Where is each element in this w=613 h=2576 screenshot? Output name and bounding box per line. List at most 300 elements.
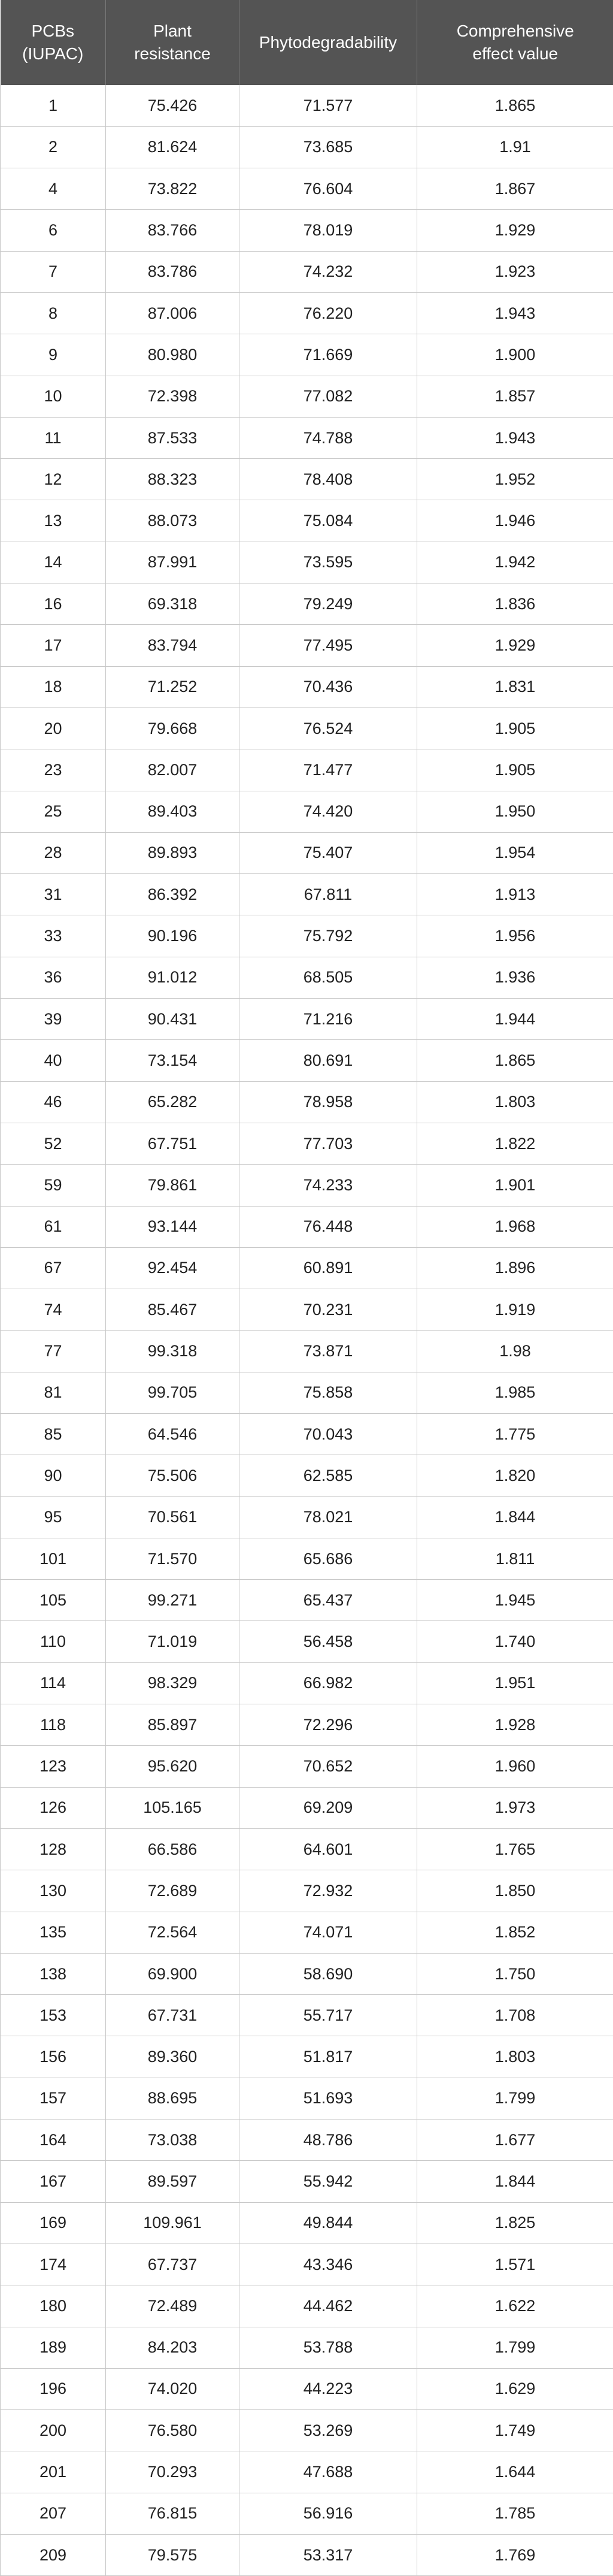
cell-phytodegradability: 75.858 bbox=[239, 1372, 417, 1413]
cell-comprehensive-effect-value: 1.929 bbox=[417, 625, 613, 666]
cell-phytodegradability: 78.019 bbox=[239, 210, 417, 251]
cell-comprehensive-effect-value: 1.850 bbox=[417, 1870, 613, 1912]
cell-phytodegradability: 78.958 bbox=[239, 1081, 417, 1123]
cell-plant-resistance: 83.766 bbox=[106, 210, 239, 251]
cell-plant-resistance: 99.318 bbox=[106, 1331, 239, 1372]
cell-comprehensive-effect-value: 1.905 bbox=[417, 708, 613, 749]
cell-phytodegradability: 44.462 bbox=[239, 2285, 417, 2327]
cell-phytodegradability: 80.691 bbox=[239, 1040, 417, 1081]
cell-plant-resistance: 87.533 bbox=[106, 417, 239, 458]
cell-plant-resistance: 74.020 bbox=[106, 2368, 239, 2409]
cell-plant-resistance: 67.731 bbox=[106, 1995, 239, 2036]
table-row bbox=[1, 1289, 613, 1331]
table-row bbox=[1, 1662, 613, 1704]
table-row bbox=[1, 625, 613, 666]
cell-plant-resistance: 88.073 bbox=[106, 500, 239, 542]
cell-comprehensive-effect-value: 1.929 bbox=[417, 210, 613, 251]
cell-pcb-id: 6 bbox=[1, 210, 106, 251]
cell-plant-resistance: 69.900 bbox=[106, 1953, 239, 1994]
cell-comprehensive-effect-value: 1.867 bbox=[417, 168, 613, 210]
cell-pcb-id: 52 bbox=[1, 1123, 106, 1164]
cell-phytodegradability: 44.223 bbox=[239, 2368, 417, 2409]
cell-pcb-id: 90 bbox=[1, 1455, 106, 1496]
cell-comprehensive-effect-value: 1.820 bbox=[417, 1455, 613, 1496]
cell-plant-resistance: 79.575 bbox=[106, 2535, 239, 2576]
cell-plant-resistance: 72.689 bbox=[106, 1870, 239, 1912]
cell-comprehensive-effect-value: 1.960 bbox=[417, 1746, 613, 1787]
cell-phytodegradability: 76.220 bbox=[239, 292, 417, 334]
cell-pcb-id: 23 bbox=[1, 749, 106, 791]
cell-comprehensive-effect-value: 1.950 bbox=[417, 791, 613, 832]
cell-comprehensive-effect-value: 1.799 bbox=[417, 2078, 613, 2119]
header-row bbox=[1, 0, 613, 85]
cell-plant-resistance: 76.580 bbox=[106, 2410, 239, 2451]
cell-comprehensive-effect-value: 1.852 bbox=[417, 1912, 613, 1953]
cell-phytodegradability: 48.786 bbox=[239, 2120, 417, 2161]
cell-phytodegradability: 64.601 bbox=[239, 1828, 417, 1870]
cell-plant-resistance: 72.489 bbox=[106, 2285, 239, 2327]
cell-phytodegradability: 56.458 bbox=[239, 1621, 417, 1662]
cell-pcb-id: 16 bbox=[1, 583, 106, 625]
cell-phytodegradability: 70.436 bbox=[239, 666, 417, 708]
cell-pcb-id: 14 bbox=[1, 542, 106, 583]
cell-plant-resistance: 76.815 bbox=[106, 2493, 239, 2534]
cell-comprehensive-effect-value: 1.811 bbox=[417, 1538, 613, 1579]
table-row bbox=[1, 1953, 613, 1994]
cell-comprehensive-effect-value: 1.825 bbox=[417, 2202, 613, 2244]
cell-plant-resistance: 65.282 bbox=[106, 1081, 239, 1123]
table-row bbox=[1, 459, 613, 500]
cell-pcb-id: 40 bbox=[1, 1040, 106, 1081]
table-row bbox=[1, 1247, 613, 1289]
cell-comprehensive-effect-value: 1.968 bbox=[417, 1206, 613, 1247]
cell-phytodegradability: 73.685 bbox=[239, 126, 417, 168]
cell-plant-resistance: 66.586 bbox=[106, 1828, 239, 1870]
cell-plant-resistance: 73.038 bbox=[106, 2120, 239, 2161]
cell-plant-resistance: 64.546 bbox=[106, 1414, 239, 1455]
table-row bbox=[1, 2451, 613, 2493]
cell-phytodegradability: 75.407 bbox=[239, 832, 417, 873]
cell-plant-resistance: 67.751 bbox=[106, 1123, 239, 1164]
cell-comprehensive-effect-value: 1.822 bbox=[417, 1123, 613, 1164]
cell-phytodegradability: 55.717 bbox=[239, 1995, 417, 2036]
cell-comprehensive-effect-value: 1.98 bbox=[417, 1331, 613, 1372]
cell-plant-resistance: 70.561 bbox=[106, 1496, 239, 1538]
table-row bbox=[1, 1746, 613, 1787]
cell-pcb-id: 169 bbox=[1, 2202, 106, 2244]
table-row bbox=[1, 1580, 613, 1621]
cell-comprehensive-effect-value: 1.785 bbox=[417, 2493, 613, 2534]
cell-plant-resistance: 99.271 bbox=[106, 1580, 239, 1621]
cell-comprehensive-effect-value: 1.954 bbox=[417, 832, 613, 873]
cell-pcb-id: 39 bbox=[1, 999, 106, 1040]
table-row bbox=[1, 417, 613, 458]
cell-plant-resistance: 73.822 bbox=[106, 168, 239, 210]
cell-pcb-id: 200 bbox=[1, 2410, 106, 2451]
cell-phytodegradability: 53.269 bbox=[239, 2410, 417, 2451]
cell-comprehensive-effect-value: 1.629 bbox=[417, 2368, 613, 2409]
cell-phytodegradability: 65.686 bbox=[239, 1538, 417, 1579]
table-row bbox=[1, 1081, 613, 1123]
cell-pcb-id: 46 bbox=[1, 1081, 106, 1123]
cell-plant-resistance: 80.980 bbox=[106, 334, 239, 376]
cell-comprehensive-effect-value: 1.943 bbox=[417, 417, 613, 458]
cell-pcb-id: 7 bbox=[1, 251, 106, 292]
cell-comprehensive-effect-value: 1.571 bbox=[417, 2244, 613, 2285]
cell-plant-resistance: 79.668 bbox=[106, 708, 239, 749]
cell-plant-resistance: 86.392 bbox=[106, 874, 239, 915]
table-row bbox=[1, 2493, 613, 2534]
cell-pcb-id: 61 bbox=[1, 1206, 106, 1247]
table-row bbox=[1, 2410, 613, 2451]
cell-phytodegradability: 51.817 bbox=[239, 2036, 417, 2078]
table-row bbox=[1, 957, 613, 998]
cell-phytodegradability: 67.811 bbox=[239, 874, 417, 915]
cell-pcb-id: 67 bbox=[1, 1247, 106, 1289]
cell-plant-resistance: 85.897 bbox=[106, 1704, 239, 1746]
table-row bbox=[1, 1372, 613, 1413]
table-header bbox=[1, 0, 613, 85]
cell-plant-resistance: 91.012 bbox=[106, 957, 239, 998]
header-phytodegradability: Phytodegradability bbox=[239, 0, 417, 85]
table-row bbox=[1, 168, 613, 210]
cell-pcb-id: 18 bbox=[1, 666, 106, 708]
cell-comprehensive-effect-value: 1.923 bbox=[417, 251, 613, 292]
cell-phytodegradability: 76.448 bbox=[239, 1206, 417, 1247]
cell-comprehensive-effect-value: 1.677 bbox=[417, 2120, 613, 2161]
cell-plant-resistance: 92.454 bbox=[106, 1247, 239, 1289]
cell-pcb-id: 1 bbox=[1, 85, 106, 126]
cell-phytodegradability: 70.043 bbox=[239, 1414, 417, 1455]
table-row bbox=[1, 1621, 613, 1662]
cell-pcb-id: 74 bbox=[1, 1289, 106, 1331]
cell-phytodegradability: 70.652 bbox=[239, 1746, 417, 1787]
cell-plant-resistance: 105.165 bbox=[106, 1787, 239, 1828]
table-row bbox=[1, 1040, 613, 1081]
cell-pcb-id: 20 bbox=[1, 708, 106, 749]
cell-phytodegradability: 60.891 bbox=[239, 1247, 417, 1289]
table-row bbox=[1, 1206, 613, 1247]
table-row bbox=[1, 85, 613, 126]
cell-plant-resistance: 83.786 bbox=[106, 251, 239, 292]
cell-comprehensive-effect-value: 1.936 bbox=[417, 957, 613, 998]
cell-pcb-id: 135 bbox=[1, 1912, 106, 1953]
cell-phytodegradability: 69.209 bbox=[239, 1787, 417, 1828]
cell-phytodegradability: 77.082 bbox=[239, 376, 417, 417]
header-comprehensive-effect-value: Comprehensive effect value bbox=[417, 0, 613, 85]
cell-phytodegradability: 58.690 bbox=[239, 1953, 417, 1994]
cell-comprehensive-effect-value: 1.836 bbox=[417, 583, 613, 625]
cell-comprehensive-effect-value: 1.952 bbox=[417, 459, 613, 500]
cell-phytodegradability: 53.317 bbox=[239, 2535, 417, 2576]
cell-pcb-id: 114 bbox=[1, 1662, 106, 1704]
cell-pcb-id: 81 bbox=[1, 1372, 106, 1413]
cell-phytodegradability: 74.788 bbox=[239, 417, 417, 458]
cell-phytodegradability: 79.249 bbox=[239, 583, 417, 625]
table-row bbox=[1, 2244, 613, 2285]
table-row bbox=[1, 1165, 613, 1206]
cell-plant-resistance: 89.403 bbox=[106, 791, 239, 832]
cell-pcb-id: 207 bbox=[1, 2493, 106, 2534]
cell-plant-resistance: 90.431 bbox=[106, 999, 239, 1040]
cell-pcb-id: 2 bbox=[1, 126, 106, 168]
table-row bbox=[1, 1704, 613, 1746]
cell-comprehensive-effect-value: 1.919 bbox=[417, 1289, 613, 1331]
table-row bbox=[1, 2327, 613, 2368]
cell-comprehensive-effect-value: 1.740 bbox=[417, 1621, 613, 1662]
cell-comprehensive-effect-value: 1.644 bbox=[417, 2451, 613, 2493]
cell-phytodegradability: 76.604 bbox=[239, 168, 417, 210]
cell-pcb-id: 33 bbox=[1, 915, 106, 957]
cell-phytodegradability: 72.932 bbox=[239, 1870, 417, 1912]
cell-plant-resistance: 83.794 bbox=[106, 625, 239, 666]
table-row bbox=[1, 251, 613, 292]
header-plant-resistance: Plant resistance bbox=[106, 0, 239, 85]
cell-pcb-id: 8 bbox=[1, 292, 106, 334]
cell-pcb-id: 9 bbox=[1, 334, 106, 376]
cell-pcb-id: 25 bbox=[1, 791, 106, 832]
cell-plant-resistance: 70.293 bbox=[106, 2451, 239, 2493]
cell-pcb-id: 128 bbox=[1, 1828, 106, 1870]
header-pcbs-iupac: PCBs (IUPAC) bbox=[1, 0, 106, 85]
cell-comprehensive-effect-value: 1.750 bbox=[417, 1953, 613, 1994]
cell-plant-resistance: 88.323 bbox=[106, 459, 239, 500]
cell-comprehensive-effect-value: 1.775 bbox=[417, 1414, 613, 1455]
cell-plant-resistance: 87.006 bbox=[106, 292, 239, 334]
cell-plant-resistance: 67.737 bbox=[106, 2244, 239, 2285]
cell-comprehensive-effect-value: 1.913 bbox=[417, 874, 613, 915]
cell-pcb-id: 77 bbox=[1, 1331, 106, 1372]
cell-plant-resistance: 71.252 bbox=[106, 666, 239, 708]
cell-comprehensive-effect-value: 1.943 bbox=[417, 292, 613, 334]
cell-phytodegradability: 62.585 bbox=[239, 1455, 417, 1496]
cell-plant-resistance: 109.961 bbox=[106, 2202, 239, 2244]
cell-phytodegradability: 49.844 bbox=[239, 2202, 417, 2244]
cell-pcb-id: 167 bbox=[1, 2161, 106, 2202]
cell-pcb-id: 31 bbox=[1, 874, 106, 915]
cell-pcb-id: 189 bbox=[1, 2327, 106, 2368]
cell-phytodegradability: 68.505 bbox=[239, 957, 417, 998]
cell-phytodegradability: 71.669 bbox=[239, 334, 417, 376]
cell-phytodegradability: 47.688 bbox=[239, 2451, 417, 2493]
cell-comprehensive-effect-value: 1.951 bbox=[417, 1662, 613, 1704]
table-row bbox=[1, 749, 613, 791]
cell-comprehensive-effect-value: 1.942 bbox=[417, 542, 613, 583]
cell-phytodegradability: 71.477 bbox=[239, 749, 417, 791]
cell-pcb-id: 36 bbox=[1, 957, 106, 998]
cell-pcb-id: 123 bbox=[1, 1746, 106, 1787]
cell-comprehensive-effect-value: 1.708 bbox=[417, 1995, 613, 2036]
cell-comprehensive-effect-value: 1.945 bbox=[417, 1580, 613, 1621]
cell-plant-resistance: 89.360 bbox=[106, 2036, 239, 2078]
table-row bbox=[1, 999, 613, 1040]
cell-plant-resistance: 89.893 bbox=[106, 832, 239, 873]
cell-plant-resistance: 75.506 bbox=[106, 1455, 239, 1496]
table-row bbox=[1, 542, 613, 583]
cell-comprehensive-effect-value: 1.831 bbox=[417, 666, 613, 708]
table-row bbox=[1, 1995, 613, 2036]
cell-plant-resistance: 88.695 bbox=[106, 2078, 239, 2119]
cell-pcb-id: 28 bbox=[1, 832, 106, 873]
table-row bbox=[1, 500, 613, 542]
table-row bbox=[1, 2368, 613, 2409]
table-row bbox=[1, 1331, 613, 1372]
cell-phytodegradability: 78.408 bbox=[239, 459, 417, 500]
cell-pcb-id: 157 bbox=[1, 2078, 106, 2119]
cell-plant-resistance: 93.144 bbox=[106, 1206, 239, 1247]
table-row bbox=[1, 126, 613, 168]
cell-plant-resistance: 99.705 bbox=[106, 1372, 239, 1413]
cell-phytodegradability: 71.577 bbox=[239, 85, 417, 126]
cell-plant-resistance: 89.597 bbox=[106, 2161, 239, 2202]
table-row bbox=[1, 2078, 613, 2119]
cell-phytodegradability: 43.346 bbox=[239, 2244, 417, 2285]
cell-phytodegradability: 74.232 bbox=[239, 251, 417, 292]
cell-comprehensive-effect-value: 1.799 bbox=[417, 2327, 613, 2368]
table-row bbox=[1, 2161, 613, 2202]
cell-pcb-id: 59 bbox=[1, 1165, 106, 1206]
cell-comprehensive-effect-value: 1.765 bbox=[417, 1828, 613, 1870]
cell-plant-resistance: 73.154 bbox=[106, 1040, 239, 1081]
cell-plant-resistance: 90.196 bbox=[106, 915, 239, 957]
cell-pcb-id: 138 bbox=[1, 1953, 106, 1994]
cell-pcb-id: 11 bbox=[1, 417, 106, 458]
cell-comprehensive-effect-value: 1.803 bbox=[417, 2036, 613, 2078]
table-row bbox=[1, 791, 613, 832]
cell-comprehensive-effect-value: 1.769 bbox=[417, 2535, 613, 2576]
cell-comprehensive-effect-value: 1.928 bbox=[417, 1704, 613, 1746]
table-row bbox=[1, 2535, 613, 2576]
table-row bbox=[1, 1787, 613, 1828]
cell-phytodegradability: 76.524 bbox=[239, 708, 417, 749]
table-row bbox=[1, 1496, 613, 1538]
table-row bbox=[1, 2036, 613, 2078]
cell-phytodegradability: 73.871 bbox=[239, 1331, 417, 1372]
cell-phytodegradability: 71.216 bbox=[239, 999, 417, 1040]
cell-phytodegradability: 53.788 bbox=[239, 2327, 417, 2368]
cell-comprehensive-effect-value: 1.844 bbox=[417, 2161, 613, 2202]
cell-phytodegradability: 77.703 bbox=[239, 1123, 417, 1164]
cell-comprehensive-effect-value: 1.901 bbox=[417, 1165, 613, 1206]
cell-comprehensive-effect-value: 1.946 bbox=[417, 500, 613, 542]
table-row bbox=[1, 708, 613, 749]
cell-pcb-id: 164 bbox=[1, 2120, 106, 2161]
cell-pcb-id: 12 bbox=[1, 459, 106, 500]
table-row bbox=[1, 832, 613, 873]
cell-plant-resistance: 95.620 bbox=[106, 1746, 239, 1787]
cell-pcb-id: 110 bbox=[1, 1621, 106, 1662]
table-row bbox=[1, 376, 613, 417]
table-row bbox=[1, 666, 613, 708]
cell-phytodegradability: 75.792 bbox=[239, 915, 417, 957]
cell-pcb-id: 105 bbox=[1, 1580, 106, 1621]
table-row bbox=[1, 2285, 613, 2327]
cell-pcb-id: 118 bbox=[1, 1704, 106, 1746]
cell-comprehensive-effect-value: 1.944 bbox=[417, 999, 613, 1040]
cell-plant-resistance: 72.564 bbox=[106, 1912, 239, 1953]
cell-pcb-id: 201 bbox=[1, 2451, 106, 2493]
cell-pcb-id: 180 bbox=[1, 2285, 106, 2327]
cell-plant-resistance: 69.318 bbox=[106, 583, 239, 625]
cell-pcb-id: 17 bbox=[1, 625, 106, 666]
table-row bbox=[1, 915, 613, 957]
cell-phytodegradability: 70.231 bbox=[239, 1289, 417, 1331]
cell-phytodegradability: 77.495 bbox=[239, 625, 417, 666]
cell-pcb-id: 130 bbox=[1, 1870, 106, 1912]
cell-plant-resistance: 75.426 bbox=[106, 85, 239, 126]
cell-phytodegradability: 74.233 bbox=[239, 1165, 417, 1206]
table-row bbox=[1, 1414, 613, 1455]
table-row bbox=[1, 292, 613, 334]
cell-comprehensive-effect-value: 1.803 bbox=[417, 1081, 613, 1123]
cell-plant-resistance: 71.570 bbox=[106, 1538, 239, 1579]
table-row bbox=[1, 1828, 613, 1870]
cell-pcb-id: 10 bbox=[1, 376, 106, 417]
cell-pcb-id: 85 bbox=[1, 1414, 106, 1455]
cell-phytodegradability: 51.693 bbox=[239, 2078, 417, 2119]
cell-pcb-id: 126 bbox=[1, 1787, 106, 1828]
cell-phytodegradability: 65.437 bbox=[239, 1580, 417, 1621]
cell-comprehensive-effect-value: 1.857 bbox=[417, 376, 613, 417]
cell-pcb-id: 95 bbox=[1, 1496, 106, 1538]
cell-plant-resistance: 85.467 bbox=[106, 1289, 239, 1331]
cell-comprehensive-effect-value: 1.844 bbox=[417, 1496, 613, 1538]
cell-pcb-id: 101 bbox=[1, 1538, 106, 1579]
cell-phytodegradability: 56.916 bbox=[239, 2493, 417, 2534]
cell-comprehensive-effect-value: 1.905 bbox=[417, 749, 613, 791]
cell-phytodegradability: 74.071 bbox=[239, 1912, 417, 1953]
table-row bbox=[1, 1870, 613, 1912]
cell-plant-resistance: 84.203 bbox=[106, 2327, 239, 2368]
cell-phytodegradability: 55.942 bbox=[239, 2161, 417, 2202]
cell-comprehensive-effect-value: 1.749 bbox=[417, 2410, 613, 2451]
table-row bbox=[1, 874, 613, 915]
cell-plant-resistance: 72.398 bbox=[106, 376, 239, 417]
table-row bbox=[1, 334, 613, 376]
cell-plant-resistance: 79.861 bbox=[106, 1165, 239, 1206]
cell-comprehensive-effect-value: 1.865 bbox=[417, 85, 613, 126]
table-row bbox=[1, 1455, 613, 1496]
table-row bbox=[1, 210, 613, 251]
cell-pcb-id: 13 bbox=[1, 500, 106, 542]
cell-pcb-id: 196 bbox=[1, 2368, 106, 2409]
cell-comprehensive-effect-value: 1.865 bbox=[417, 1040, 613, 1081]
cell-comprehensive-effect-value: 1.896 bbox=[417, 1247, 613, 1289]
cell-pcb-id: 174 bbox=[1, 2244, 106, 2285]
cell-pcb-id: 209 bbox=[1, 2535, 106, 2576]
table-row bbox=[1, 1123, 613, 1164]
cell-plant-resistance: 82.007 bbox=[106, 749, 239, 791]
cell-plant-resistance: 71.019 bbox=[106, 1621, 239, 1662]
cell-phytodegradability: 72.296 bbox=[239, 1704, 417, 1746]
table-row bbox=[1, 1912, 613, 1953]
table-body bbox=[1, 85, 613, 2576]
cell-phytodegradability: 74.420 bbox=[239, 791, 417, 832]
cell-phytodegradability: 66.982 bbox=[239, 1662, 417, 1704]
table-row bbox=[1, 2120, 613, 2161]
cell-pcb-id: 4 bbox=[1, 168, 106, 210]
cell-comprehensive-effect-value: 1.622 bbox=[417, 2285, 613, 2327]
cell-comprehensive-effect-value: 1.900 bbox=[417, 334, 613, 376]
cell-phytodegradability: 78.021 bbox=[239, 1496, 417, 1538]
cell-comprehensive-effect-value: 1.973 bbox=[417, 1787, 613, 1828]
cell-phytodegradability: 73.595 bbox=[239, 542, 417, 583]
cell-phytodegradability: 75.084 bbox=[239, 500, 417, 542]
cell-plant-resistance: 81.624 bbox=[106, 126, 239, 168]
cell-plant-resistance: 87.991 bbox=[106, 542, 239, 583]
cell-comprehensive-effect-value: 1.91 bbox=[417, 126, 613, 168]
cell-plant-resistance: 98.329 bbox=[106, 1662, 239, 1704]
